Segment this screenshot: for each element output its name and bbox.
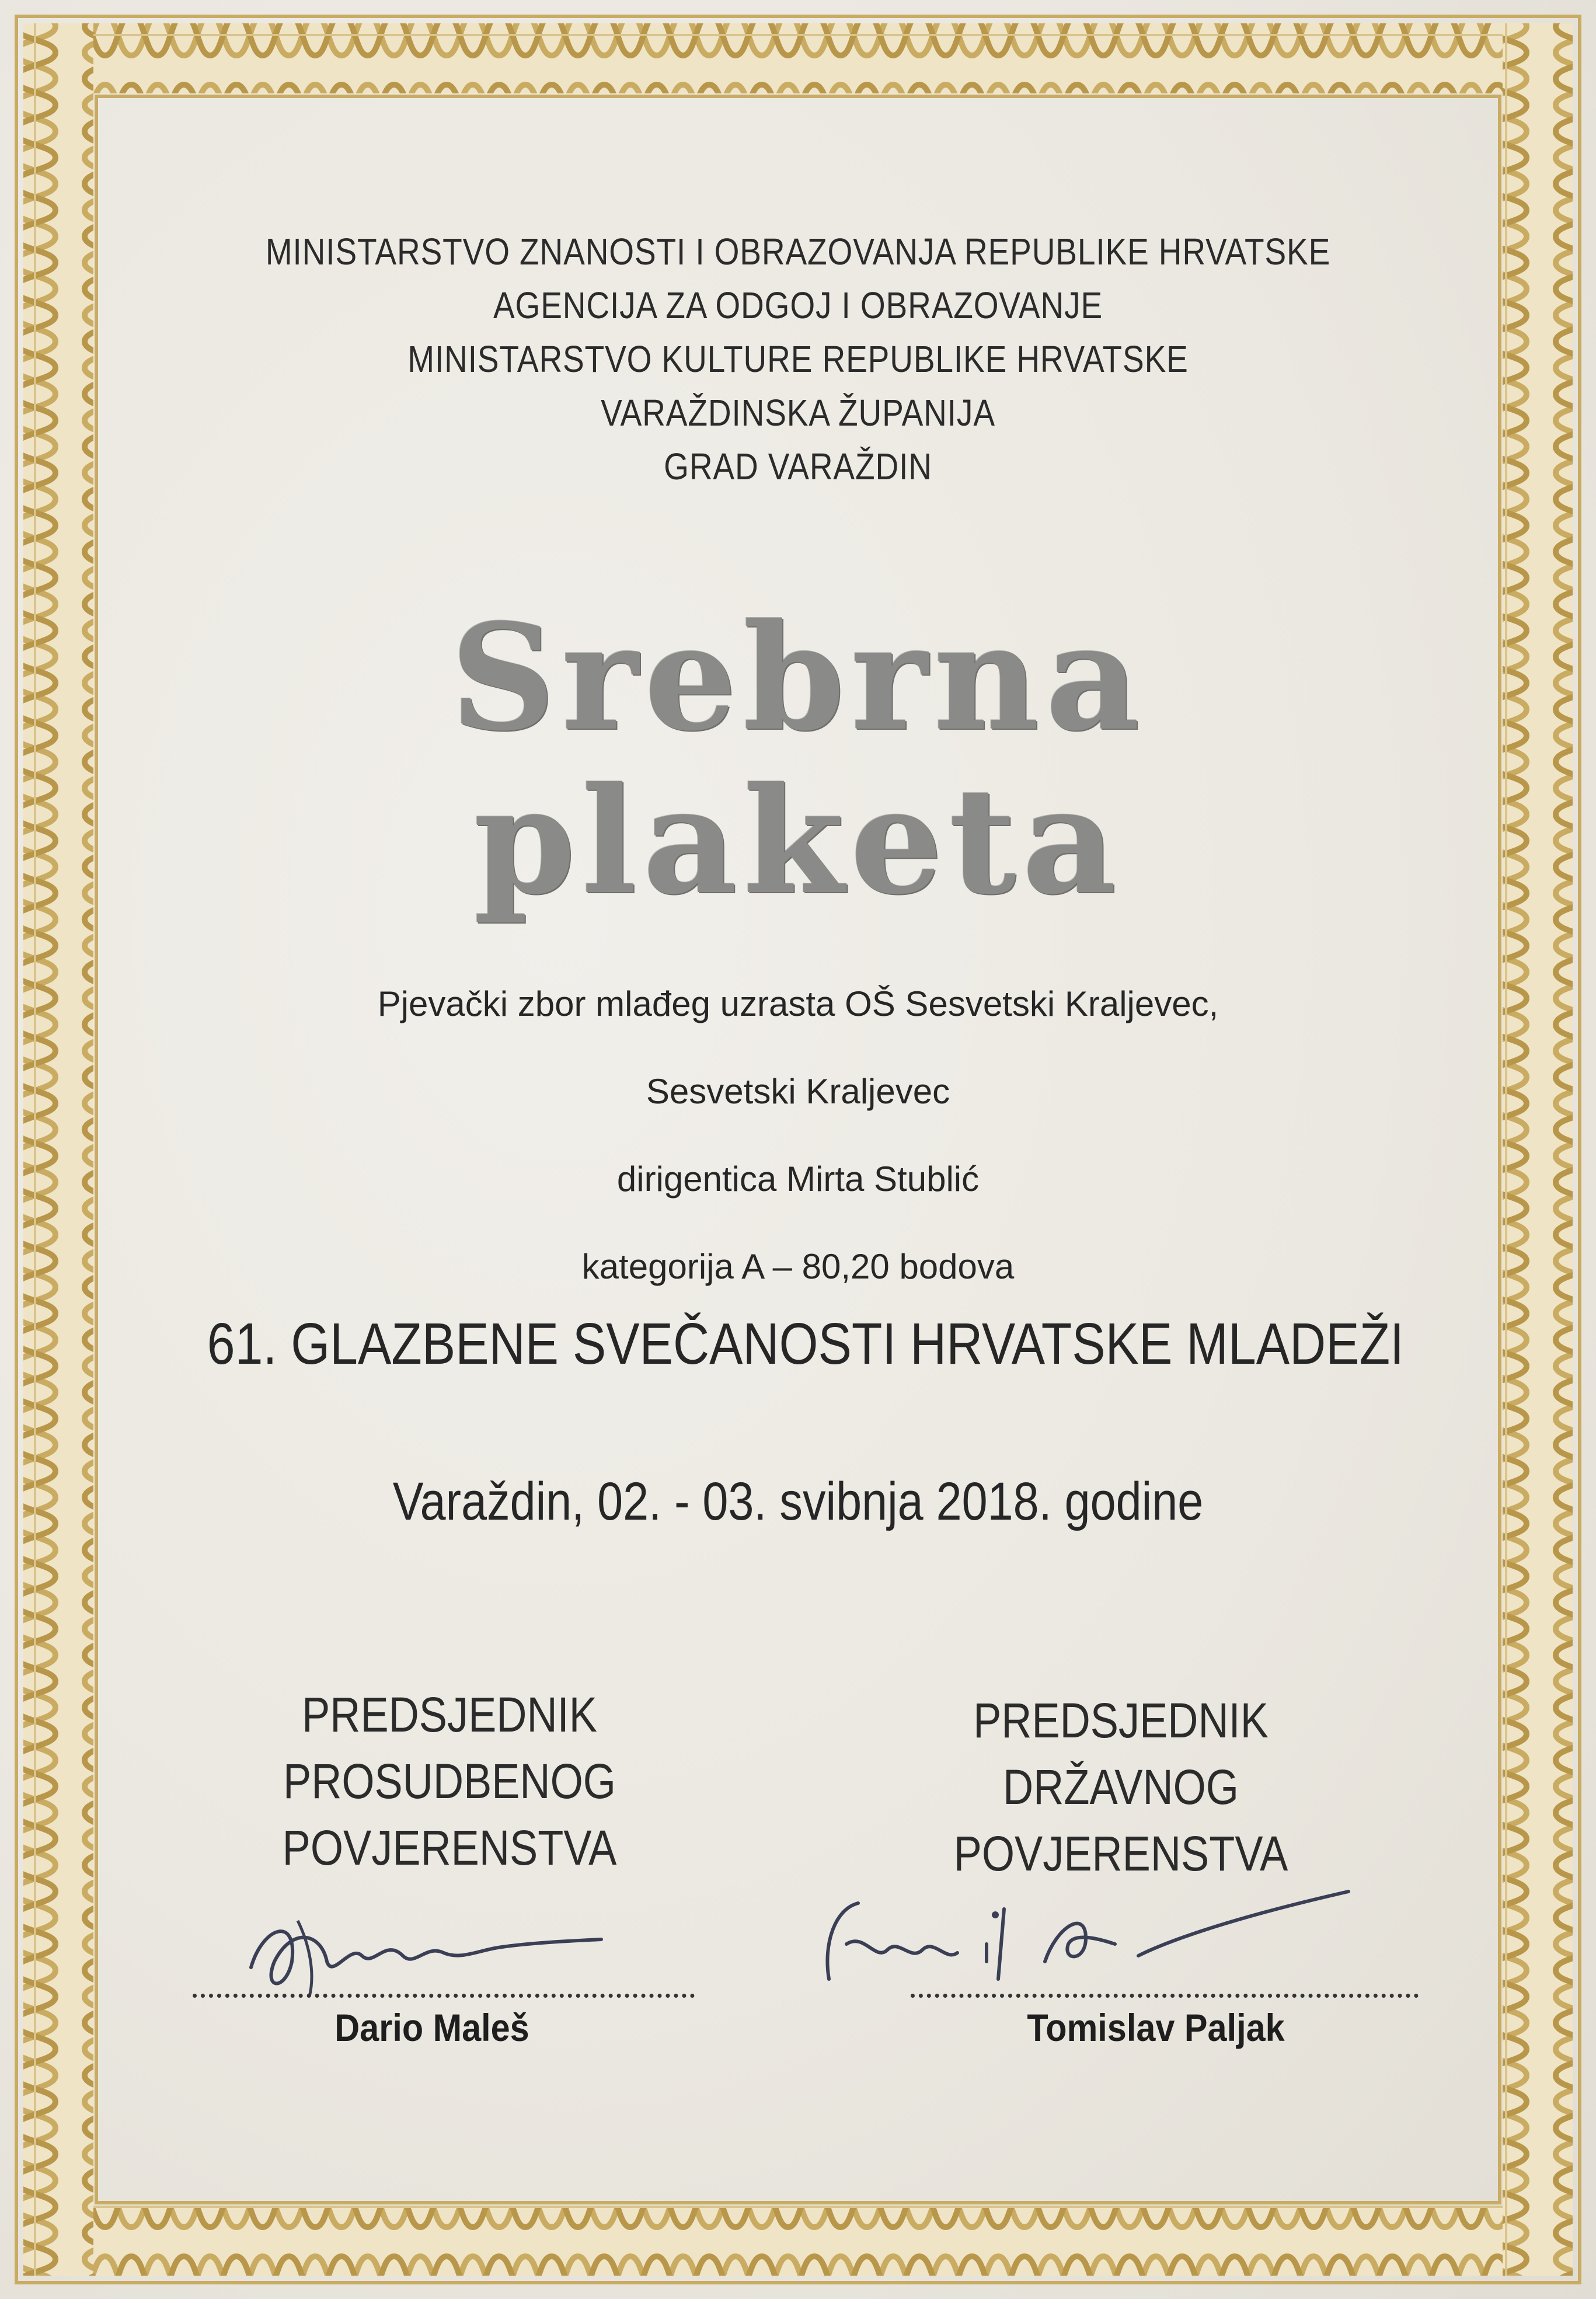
title-line: POVJERENSTVA — [282, 1820, 617, 1875]
title-line: PREDSJEDNIK — [302, 1687, 597, 1742]
right-handwritten-signature — [811, 1874, 1395, 2008]
border-top — [23, 23, 1573, 93]
authority-line: GRAD VARAŽDIN — [664, 445, 932, 487]
category-line: kategorija A – 80,20 bodova — [581, 1247, 1015, 1286]
authority-line: AGENCIJA ZA ODGOJ I OBRAZOVANJE — [493, 284, 1103, 326]
certificate-title: Srebrna plaketa — [450, 591, 1146, 926]
right-signature-line — [911, 1994, 1419, 1998]
place-and-date: Varaždin, 02. - 03. svibnja 2018. godine — [392, 1472, 1204, 1531]
issuing-authorities — [207, 225, 1389, 493]
certificate-content — [111, 111, 1485, 2189]
left-handwritten-signature — [228, 1892, 648, 2008]
title-line: PREDSJEDNIK — [973, 1693, 1269, 1748]
right-signatory-title — [895, 1687, 1347, 1887]
border-bottom — [23, 2206, 1573, 2276]
authority-line: VARAŽDINSKA ŽUPANIJA — [601, 392, 995, 434]
title-line: PROSUDBENOG — [283, 1754, 616, 1809]
left-signature-line — [193, 1994, 695, 1998]
left-signatory-title — [224, 1681, 675, 1881]
recipient-line-1: Pjevački zbor mlađeg uzrasta OŠ Sesvetski Kraljevec, — [377, 984, 1219, 1023]
recipient-line-2: Sesvetski Kraljevec — [646, 1072, 950, 1111]
title-line: POVJERENSTVA — [953, 1826, 1288, 1881]
border-right — [1503, 23, 1573, 2276]
conductor-line: dirigentica Mirta Stublić — [616, 1159, 980, 1199]
title-line: DRŽAVNOG — [1002, 1760, 1239, 1814]
event-name: 61. GLAZBENE SVEČANOSTI HRVATSKE MLADEŽI — [207, 1311, 1405, 1377]
right-signatory-name: Tomislav Paljak — [1027, 2006, 1285, 2049]
border-left — [23, 23, 93, 2276]
authority-line: MINISTARSTVO KULTURE REPUBLIKE HRVATSKE — [407, 338, 1189, 380]
authority-line: MINISTARSTVO ZNANOSTI I OBRAZOVANJA REPUBLIKE HRVATSKE — [265, 231, 1331, 273]
left-signatory-name: Dario Maleš — [334, 2006, 529, 2049]
